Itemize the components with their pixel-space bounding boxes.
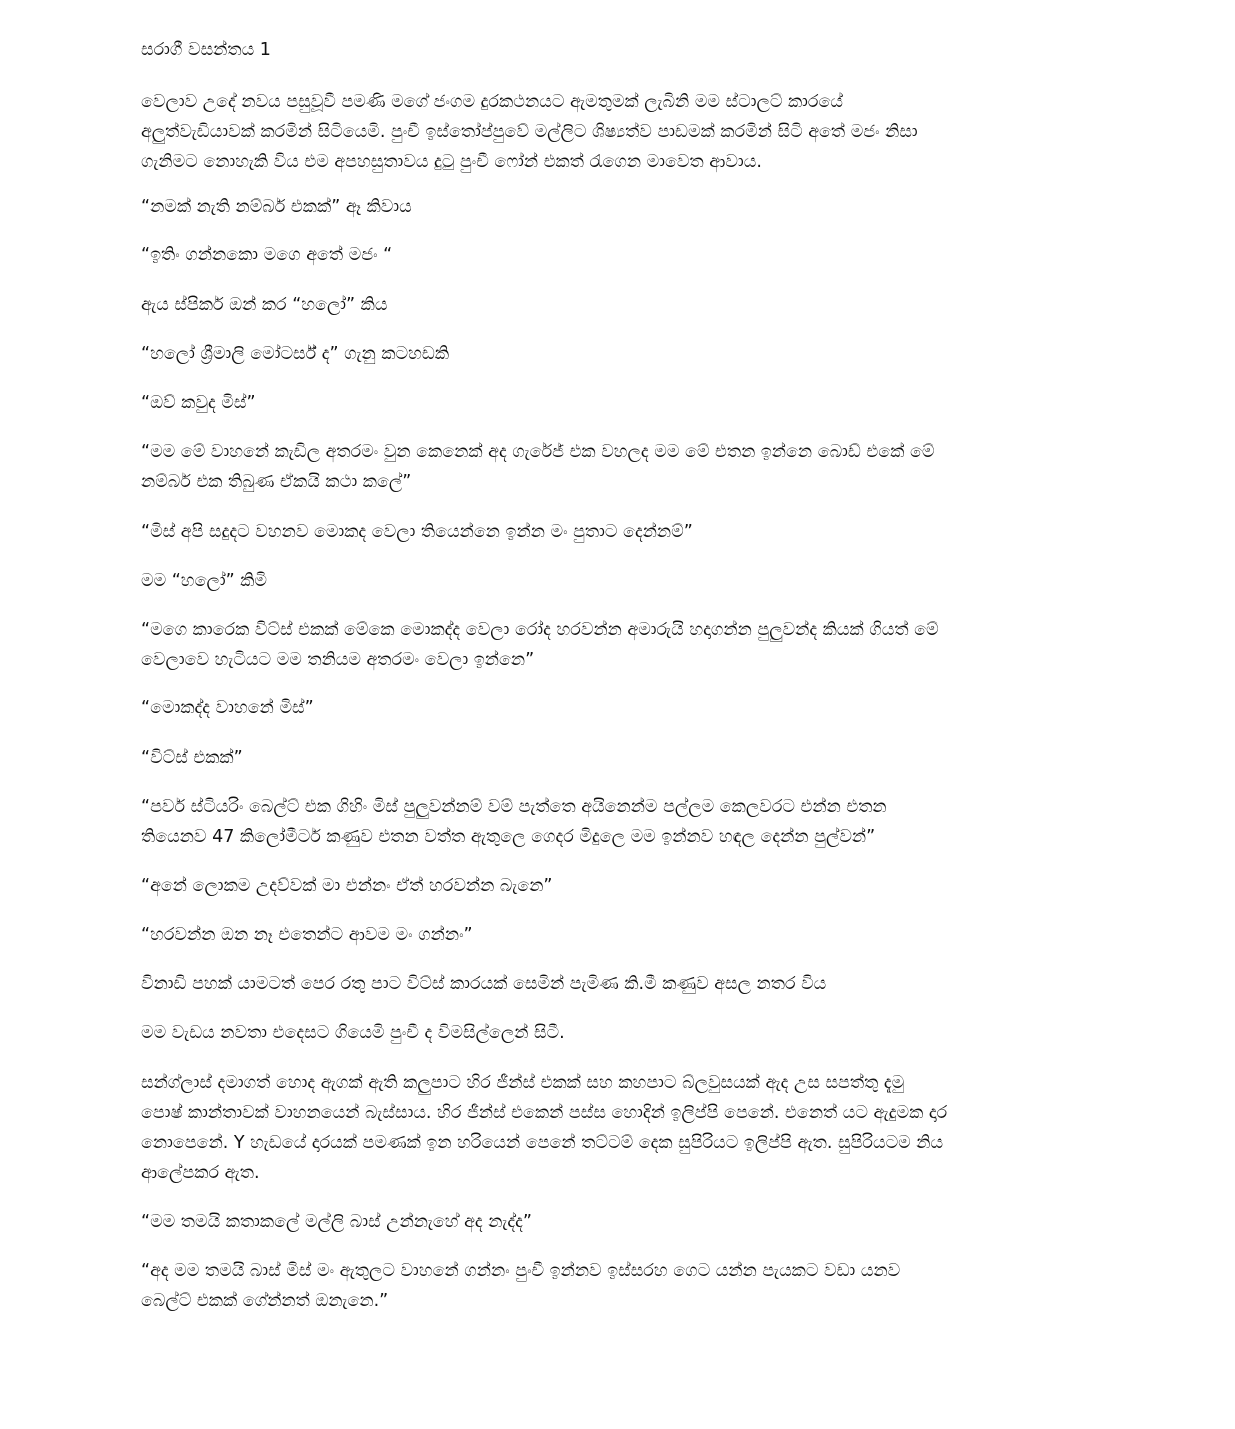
paragraph-line: “මිස් අපි සදුදට වහනව මොකද වෙලා තියෙන්නෙ ඉන්න මං පුතාට දෙන්නම්” bbox=[141, 522, 693, 542]
paragraph bbox=[141, 437, 1101, 497]
paragraph-line: “විට්ස් එකක්” bbox=[141, 748, 243, 768]
paragraph bbox=[141, 339, 1101, 369]
paragraph bbox=[141, 920, 1101, 950]
paragraph-line: නොපෙනේ. Y හැඩයේ දාරයක් පමණක් ඉන හරියෙන් පෙනේ තට්ටම් දෙක සුපිරියට ඉලිප්පි ඇත. සුපිරියටම නිය bbox=[141, 1133, 944, 1153]
paragraph-line: ආලේපකර ඇත. bbox=[141, 1163, 260, 1183]
paragraph-line: “ඔව් කවුද මිස්” bbox=[141, 393, 256, 413]
paragraph bbox=[141, 240, 1101, 270]
paragraph-line: මම “හලෝ” කිමි bbox=[141, 571, 268, 591]
paragraph bbox=[141, 871, 1101, 901]
paragraph-line: “මම තමයි කතාකලේ මල්ලි බාස් උන්නැහේ අද නැද්ද” bbox=[141, 1212, 532, 1232]
paragraph-line: තියෙනව 47 කිලෝමීටර් කණුව එතන වත්ත ඇතුලෙ ගෙදර මිදුලෙ මම ඉන්නව හඳල දෙන්න පුල්වන්” bbox=[141, 827, 876, 847]
paragraph-line: සන්ග්ලාස් දමාගත් හොද ඇගක් ඇති කලුපාට හිර ජීන්ස් එකක් සහ කහපාට බ්ලවුසයක් ඇද උස සපත්තු දැමු bbox=[141, 1073, 905, 1093]
paragraph bbox=[141, 388, 1101, 418]
paragraph-line: වෙලාවෙ හැටියට මම තනියම අතරමං වෙලා ඉන්නෙ” bbox=[141, 650, 535, 670]
paragraph bbox=[141, 566, 1101, 596]
paragraph-line: “හලෝ ශ්‍රීමාලි මෝටර්ස් ද” ගැනු කටහඩකි bbox=[141, 344, 450, 364]
paragraph bbox=[141, 792, 1101, 852]
paragraph-line: විනාඩි පහක් යාමටත් පෙර රතු පාට විට්ස් කාරයක් සෙමින් පැමිණ කි.මී කණුව අසල නතර විය bbox=[141, 974, 827, 994]
paragraph-line: නම්බර් එක තිබුණ ඒකයි කථා කලේ” bbox=[141, 472, 412, 492]
paragraph-line: මම වැඩය නවතා එදෙසට ගියෙමි පුංචී ද විමසිල්ලෙන් සිටී. bbox=[141, 1023, 565, 1043]
paragraph bbox=[141, 693, 1101, 723]
paragraph-line: “අනේ ලොකම උදව්වක් මා එන්නං ඒත් හරවන්න බැනෙ” bbox=[141, 876, 553, 896]
paragraph bbox=[141, 1207, 1101, 1237]
paragraph-line: “අද මම තමයි බාස් මිස් මං ඇතුලට වාහනේ ගන්නං පුංචී ඉන්නව ඉස්සරහ ගෙට යන්න පැයකට වඩා යනව bbox=[141, 1261, 901, 1281]
paragraph-line: අලුත්වැඩියාවක් කරමින් සිටියෙමි. පුංචී ඉස්තෝප්පුවේ මල්ලිට ශිෂ්‍යත්ව පාඩමක් කරමින් සිටි අතේ මජං නිසා bbox=[141, 122, 918, 142]
paragraph bbox=[141, 290, 1101, 320]
paragraph bbox=[141, 517, 1101, 547]
paragraph bbox=[141, 1068, 1101, 1188]
paragraph bbox=[141, 615, 1101, 675]
paragraph-line: “මම මේ වාහනේ කැඩිල අතරමං වුන කෙනෙක් අද ගැරේජ් එක වහලද මම මේ එතන ඉන්නෙ බොඩ් එකේ මේ bbox=[141, 442, 935, 462]
paragraph-line: “ඉතිං ගන්නකො මගෙ අතේ මජං “ bbox=[141, 245, 393, 265]
paragraph bbox=[141, 87, 1101, 177]
paragraph bbox=[141, 969, 1101, 999]
paragraph-line: ගැනිමට නොහැකි විය එම අපහසුතාවය දුටු පුංචී ෆෝන් එකත් රැගෙන මාවෙත ආවාය. bbox=[141, 152, 762, 172]
paragraph-line: “පවර් ස්ටියරිං බෙල්ට් එක ගිහිං මිස් පුලුවන්නම් වම් පැත්තෙ අයිනෙන්ම පල්ලම කෙලවරට එන්න එතන bbox=[141, 797, 887, 817]
paragraph-line: “හරවන්න ඔන නෑ එතෙන්ට ආවම මං ගන්නං” bbox=[141, 925, 473, 945]
paragraph bbox=[141, 192, 1101, 222]
paragraph-line: “මගෙ කාරෙක විට්ස් එකක් මේකෙ මොකද්ද වෙලා රෝද හරවන්න අමාරුයි හදාගන්න පුලුවන්ද කියක් ගියත් මේ bbox=[141, 620, 939, 640]
document-title: සරාගී වසන්තය 1 bbox=[141, 40, 271, 60]
paragraph bbox=[141, 1018, 1101, 1048]
paragraph bbox=[141, 1256, 1101, 1316]
paragraph-line: බෙල්ට් එකක් ගේන්නත් ඔනැනෙ.” bbox=[141, 1291, 389, 1311]
paragraph-line: “මොකද්ද වාහනේ මිස්” bbox=[141, 698, 314, 718]
paragraph-line: “නමක් නැති නම්බර් එකක්” ඈ කිවාය bbox=[141, 197, 412, 217]
paragraph-line: පොෂ් කාන්තාවක් වාහනයෙන් බැස්සාය. හිර ජීන්ස් එකෙන් පස්ස හොදින් ඉලිප්පි පෙනේ. එනෙත් යට ඇදුමක දාර bbox=[141, 1103, 948, 1123]
paragraph-line: වෙලාව උදේ නවය පසුවූවී පමණි මගේ ජංගම දුරකථනයට ඇමතුමක් ලැබිනි මම ස්ටාලට් කාරයේ bbox=[141, 92, 844, 112]
paragraph bbox=[141, 743, 1101, 773]
paragraph-line: ඇය ස්පිකර් ඔන් කර “හලෝ” කිය bbox=[141, 295, 388, 315]
